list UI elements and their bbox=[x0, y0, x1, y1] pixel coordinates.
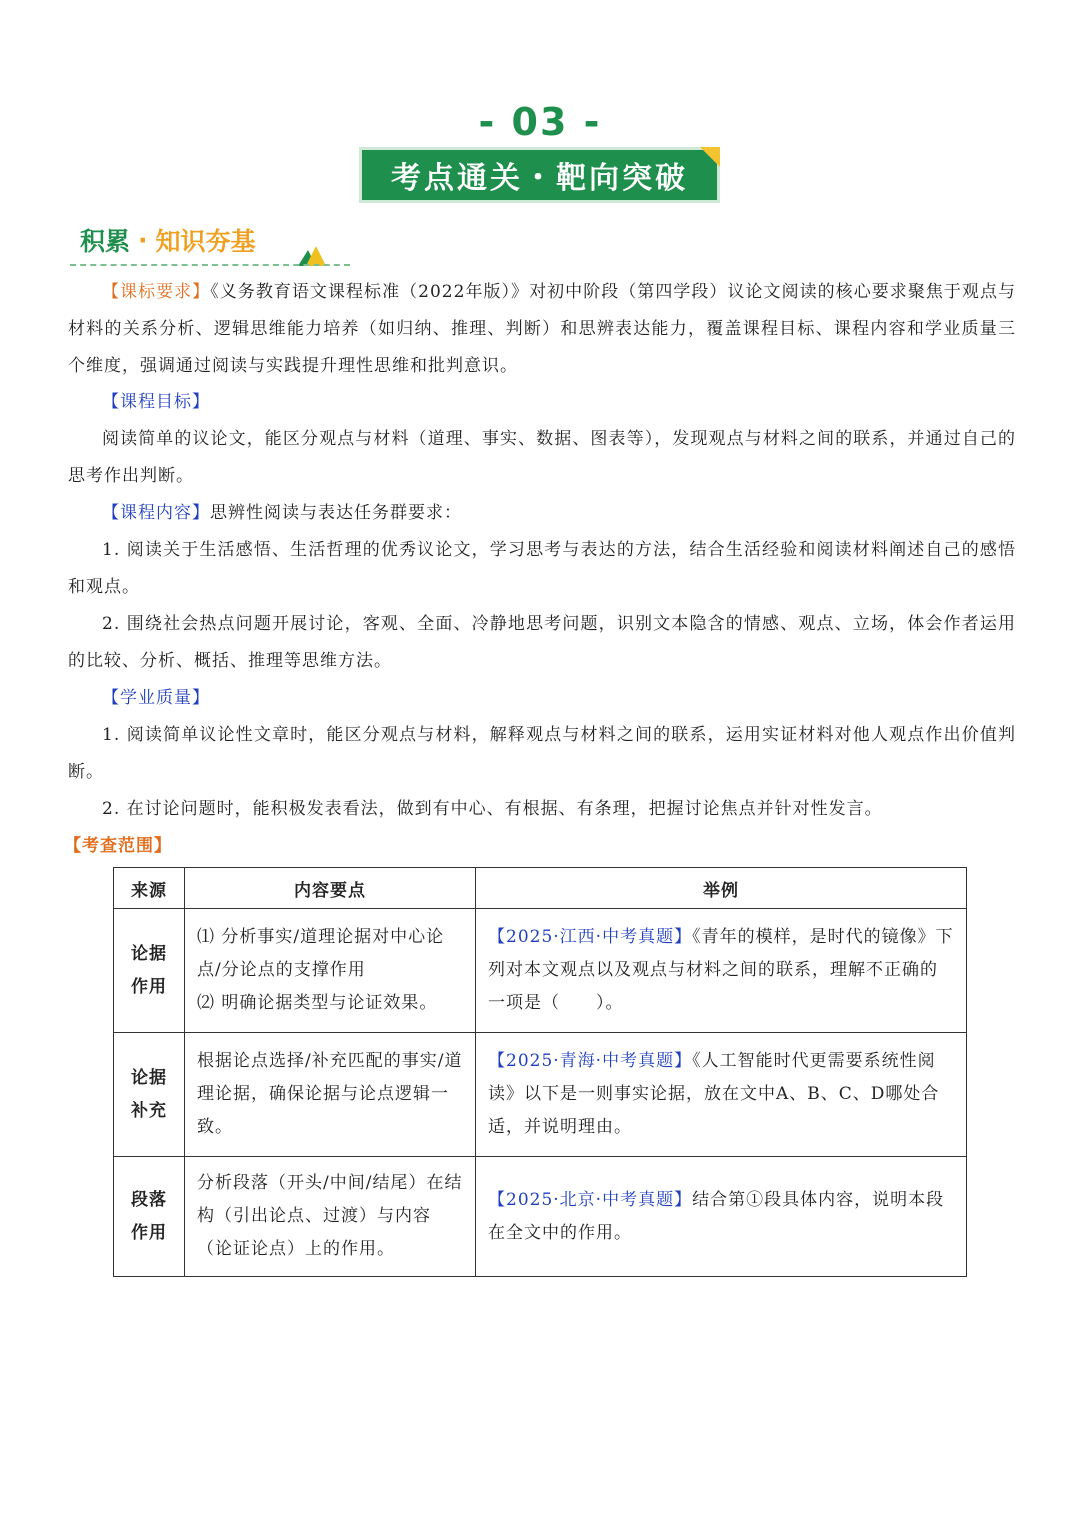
example-tag: 【2025·青海·中考真题】 bbox=[488, 1051, 693, 1071]
row-points: 分析段落（开头/中间/结尾）在结构（引出论点、过渡）与内容（论证论点）上的作用。 bbox=[185, 1157, 476, 1277]
row-example bbox=[476, 1157, 967, 1277]
header-example: 举例 bbox=[476, 868, 967, 909]
example-text: 《青年的模样，是时代的镜像》下列对本文观点以及观点与材料之间的联系，理解不正确的一项是（ ）。 bbox=[488, 927, 954, 1013]
subhead-left: 积累 bbox=[80, 227, 131, 256]
example-text: 结合第①段具体内容，说明本段在全文中的作用。 bbox=[488, 1189, 945, 1243]
row-source: 论据补充 bbox=[114, 1033, 185, 1157]
example-text: 《人工智能时代更需要系统性阅读》以下是一则事实论据，放在文中A、B、C、D哪处合适，并说明理由。 bbox=[488, 1051, 940, 1137]
section-number: - 03 - bbox=[478, 100, 602, 144]
banner-title: 考点通关・靶向突破 bbox=[391, 161, 688, 196]
row-points: 根据论点选择/补充匹配的事实/道理论据，确保论据与论点逻辑一致。 bbox=[185, 1033, 476, 1157]
header-source: 来源 bbox=[114, 868, 185, 909]
example-tag: 【2025·北京·中考真题】 bbox=[488, 1189, 693, 1210]
quality-item-2: 2. 在讨论问题时，能积极发表看法，做到有中心、有根据、有条理，把握讨论焦点并针对性发言。 bbox=[102, 799, 883, 819]
content-item-2: 2. 围绕社会热点问题开展讨论，客观、全面、冷静地思考问题，识别文本隐含的情感、观点、立场，体会作者运用的比较、分析、概括、推理等思维方法。 bbox=[68, 614, 1016, 671]
table-header-row bbox=[114, 868, 967, 909]
subhead-dot: · bbox=[138, 225, 148, 255]
table-row bbox=[114, 909, 967, 1033]
scope-heading bbox=[64, 828, 1012, 865]
row-source: 论据作用 bbox=[114, 909, 185, 1033]
row-source: 段落作用 bbox=[114, 1157, 185, 1277]
scope-table bbox=[113, 867, 967, 1277]
standards-paragraph bbox=[68, 274, 1016, 385]
quality-item-1: 1. 阅读简单议论性文章时，能区分观点与材料，解释观点与材料之间的联系，运用实证材料对他人观点作出价值判断。 bbox=[68, 725, 1016, 782]
section-banner bbox=[359, 147, 720, 203]
content-intro: 思辨性阅读与表达任务群要求： bbox=[210, 503, 462, 523]
quality-tag: 【学业质量】 bbox=[102, 688, 210, 708]
row-points: ⑴ 分析事实/道理论据对中心论点/分论点的支撑作用 ⑵ 明确论据类型与论证效果。 bbox=[185, 909, 476, 1033]
standards-tag: 【课标要求】 bbox=[102, 282, 211, 302]
table-row bbox=[114, 1033, 967, 1157]
subhead-underline bbox=[70, 264, 350, 266]
mountain-icon bbox=[296, 244, 326, 266]
goals-paragraph: 阅读简单的议论文，能区分观点与材料（道理、事实、数据、图表等），发现观点与材料之间的联系，并通过自己的思考作出判断。 bbox=[68, 429, 1016, 486]
example-tag: 【2025·江西·中考真题】 bbox=[488, 927, 693, 947]
scope-tag: 【考查范围】 bbox=[64, 836, 172, 856]
goals-heading bbox=[68, 384, 1016, 421]
subhead-right: 知识夯基 bbox=[155, 227, 256, 256]
banner-corner-decoration bbox=[700, 147, 720, 167]
goals-tag: 【课程目标】 bbox=[102, 392, 210, 412]
content-heading bbox=[68, 495, 1016, 532]
quality-heading bbox=[68, 680, 1016, 717]
header-points: 内容要点 bbox=[185, 868, 476, 909]
row-example bbox=[476, 1033, 967, 1157]
table-row bbox=[114, 1157, 967, 1277]
content-tag: 【课程内容】 bbox=[102, 503, 210, 523]
subhead bbox=[80, 222, 256, 258]
row-example bbox=[476, 909, 967, 1033]
content-item-1: 1. 阅读关于生活感悟、生活哲理的优秀议论文，学习思考与表达的方法，结合生活经验和阅读材料阐述自己的感悟和观点。 bbox=[68, 540, 1016, 597]
standards-text: 《义务教育语文课程标准（2022年版）》对初中阶段（第四学段）议论文阅读的核心要求聚焦于观点与材料的关系分析、逻辑思维能力培养（如归纳、推理、判断）和思辨表达能力，覆盖课程目标、课程内容和学业质量三个维度，强调通过阅读与实践提升理性思维和批判意识。 bbox=[68, 282, 1017, 376]
